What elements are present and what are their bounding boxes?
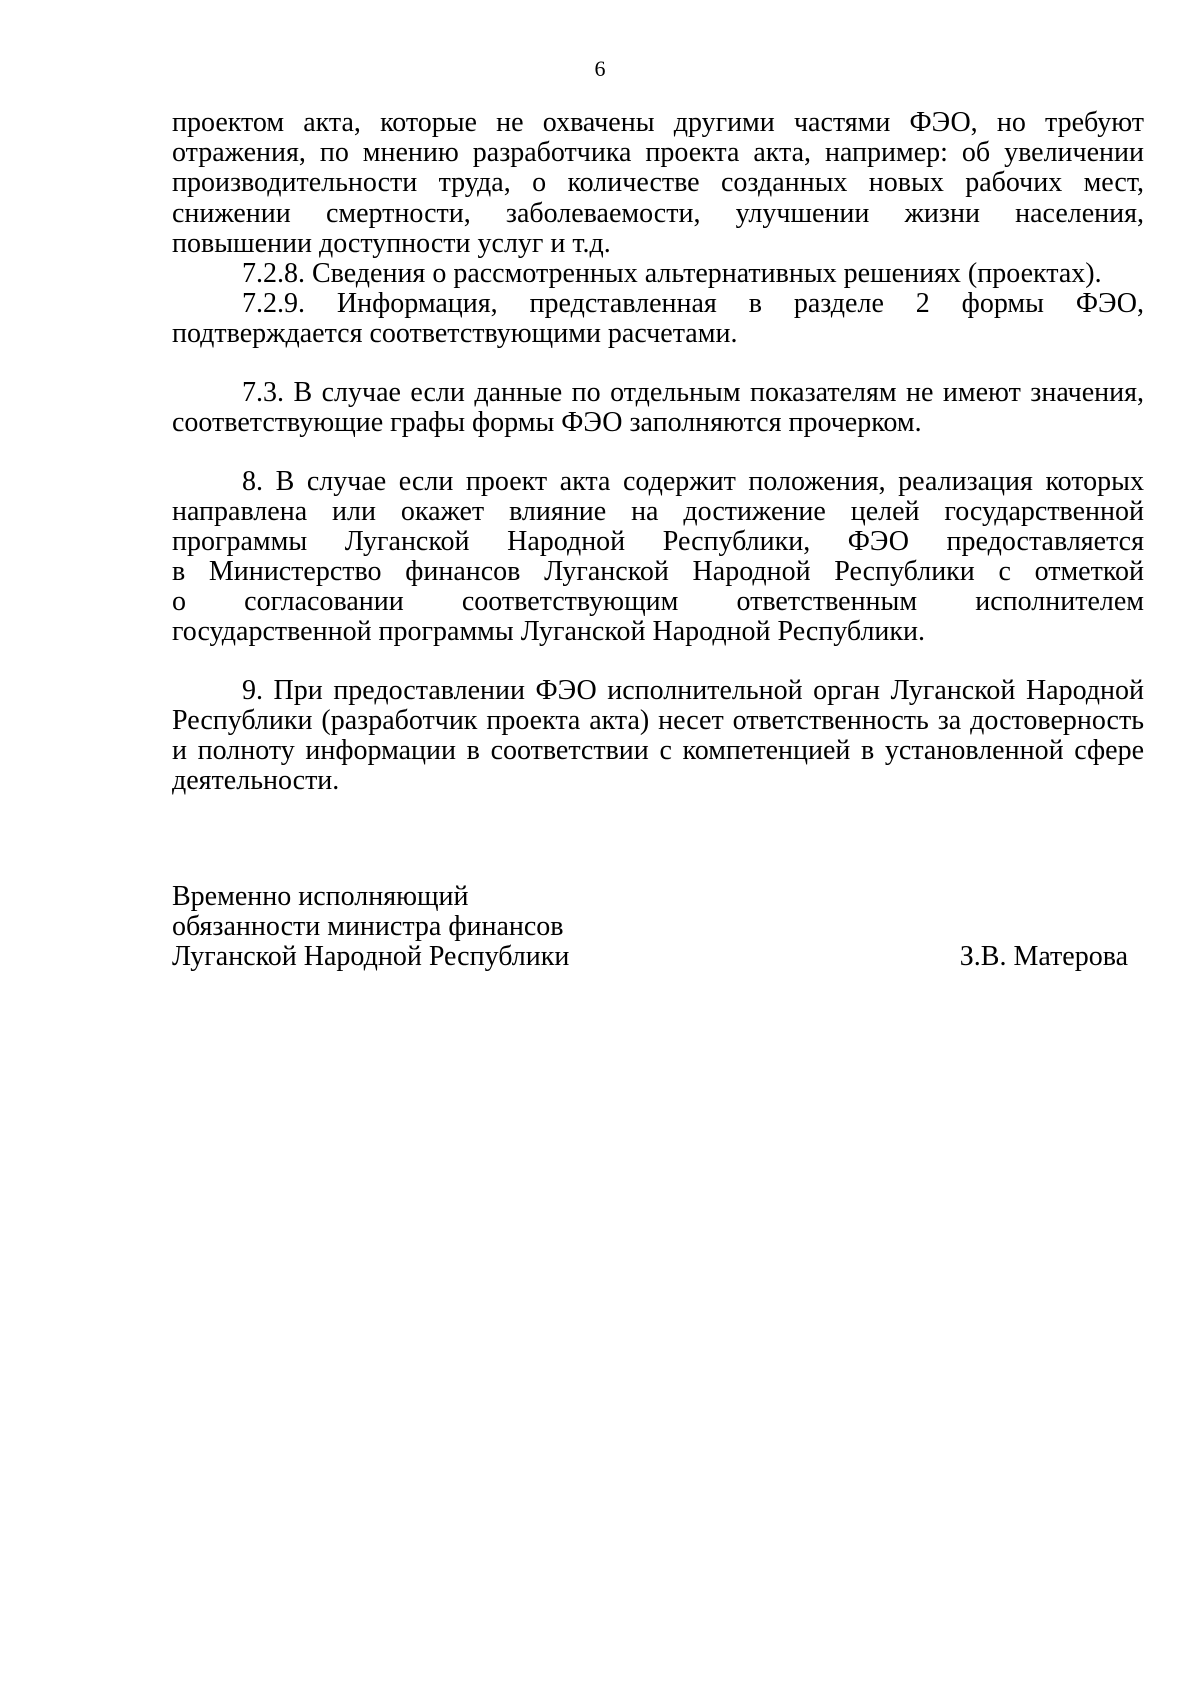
text-line: проектом акта, которые не охвачены другими частями ФЭО, но требуют bbox=[172, 107, 1144, 138]
text-line: 7.2.8. Сведения о рассмотренных альтернативных решениях (проектах). bbox=[242, 258, 1102, 289]
text-line: соответствующие графы формы ФЭО заполняются прочерком. bbox=[172, 407, 922, 438]
text-line: отражения, по мнению разработчика проекта акта, например: об увеличении bbox=[172, 137, 1144, 168]
text-line: в Министерство финансов Луганской Народной Республики с отметкой bbox=[172, 556, 1144, 587]
text-line: направлена или окажет влияние на достижение целей государственной bbox=[172, 496, 1144, 527]
text-line: повышении доступности услуг и т.д. bbox=[172, 228, 611, 259]
signature-title-line-3: Луганской Народной Республики bbox=[172, 941, 570, 972]
text-line: снижении смертности, заболеваемости, улучшении жизни населения, bbox=[172, 198, 1144, 229]
text-line: 9. При предоставлении ФЭО исполнительной орган Луганской Народной bbox=[242, 675, 1144, 706]
signature-title-line-1: Временно исполняющий bbox=[172, 881, 469, 912]
text-line: о согласовании соответствующим ответственным исполнителем bbox=[172, 586, 1144, 617]
text-line: подтверждается соответствующими расчетами. bbox=[172, 318, 738, 349]
signatory-name: З.В. Матерова bbox=[959, 941, 1128, 972]
signature-title-line-2: обязанности министра финансов bbox=[172, 911, 564, 942]
text-line: 7.2.9. Информация, представленная в разделе 2 формы ФЭО, bbox=[242, 288, 1144, 319]
text-line: деятельности. bbox=[172, 765, 340, 796]
text-line: Республики (разработчик проекта акта) несет ответственность за достоверность bbox=[172, 705, 1144, 736]
text-line: государственной программы Луганской Народной Республики. bbox=[172, 616, 926, 647]
text-line: 7.3. В случае если данные по отдельным показателям не имеют значения, bbox=[242, 377, 1144, 408]
text-line: производительности труда, о количестве созданных новых рабочих мест, bbox=[172, 167, 1144, 198]
text-line: 8. В случае если проект акта содержит положения, реализация которых bbox=[242, 466, 1144, 497]
text-line: и полноту информации в соответствии с компетенцией в установленной сфере bbox=[172, 735, 1144, 766]
text-line: программы Луганской Народной Республики, ФЭО предоставляется bbox=[172, 526, 1144, 557]
page-number: 6 bbox=[594, 56, 606, 81]
